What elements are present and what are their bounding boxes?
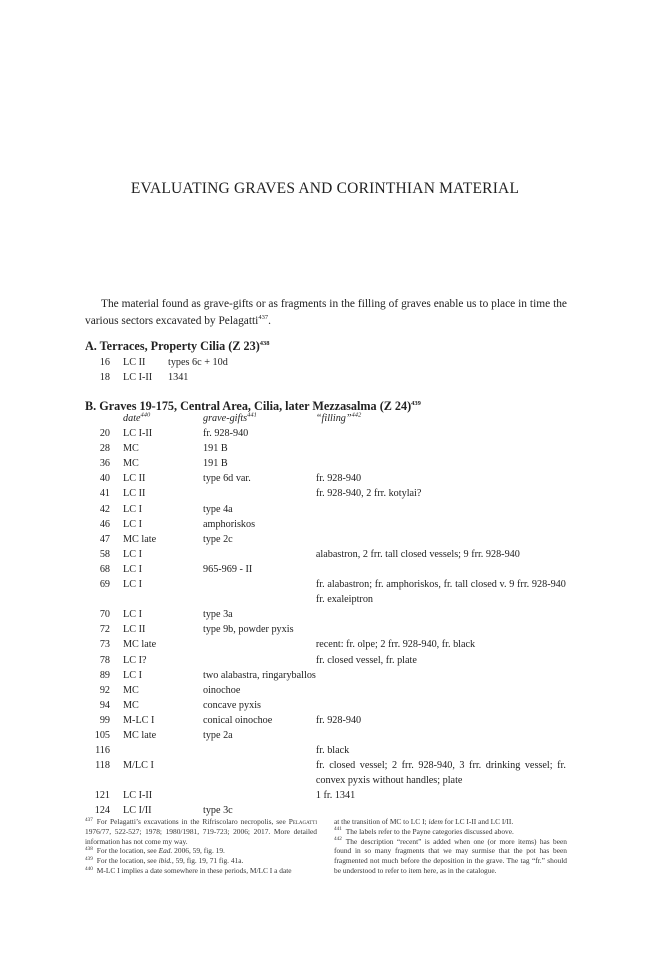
grave-date: LC I/II (123, 805, 152, 817)
grave-date: LC II (123, 624, 146, 636)
table-header-row (85, 411, 566, 426)
footnote-text: M-LC I implies a date somewhere in these periods, M/LC I a date (96, 865, 292, 875)
footnote-text: at the transition of MC to LC I; (334, 817, 429, 826)
footnote-ref-437[interactable]: 437 (258, 314, 269, 322)
footnotes-left-column (85, 817, 317, 876)
header-filling-label: “filling” (315, 413, 352, 424)
grave-filling (316, 517, 566, 532)
grave-number: 18 (99, 372, 110, 384)
intro-paragraph (85, 296, 567, 330)
grave-number: 73 (99, 639, 110, 651)
table-row (85, 355, 228, 370)
grave-gifts: fr. 928-940 (203, 428, 249, 440)
grave-number: 94 (99, 699, 110, 711)
grave-date: LC I? (123, 654, 147, 666)
footnote-ref-439[interactable]: 439 (411, 399, 421, 407)
footnote-text: for LC I-II and LC I/II. (442, 817, 514, 826)
footnote-ref-440[interactable]: 440 (140, 411, 151, 419)
grave-filling: fr. 928-940 (315, 473, 362, 485)
table-row (85, 637, 566, 652)
grave-filling (316, 456, 566, 471)
grave-gifts (203, 743, 316, 758)
footnote (85, 856, 317, 866)
grave-date: MC late (123, 639, 157, 651)
grave-gifts (203, 788, 316, 803)
grave-date: LC I-II (123, 428, 153, 440)
footnote-number: 439 (85, 855, 93, 862)
grave-gifts: type 6d var. (203, 473, 251, 485)
table-row (85, 698, 566, 713)
grave-number: 99 (99, 714, 110, 726)
grave-date: LC I (123, 563, 142, 575)
footnote (334, 827, 567, 837)
table-row (85, 456, 566, 471)
grave-number: 68 (99, 563, 110, 575)
grave-number: 69 (99, 579, 110, 591)
table-row (85, 532, 566, 547)
grave-date: MC (123, 699, 139, 711)
footnote-emphasis: ibid. (158, 856, 172, 866)
grave-date: LC I (123, 503, 142, 515)
grave-number: 92 (99, 684, 110, 696)
footnote-emphasis: Ead. (158, 846, 173, 856)
grave-number: 20 (99, 428, 110, 440)
grave-date: MC late (123, 729, 157, 741)
footnote-ref-442[interactable]: 442 (351, 411, 362, 419)
footnote-number: 441 (334, 826, 342, 833)
header-gifts-label: grave-gifts (203, 413, 248, 424)
footnote-text: , 59, fig. 19, 71 fig. 41a. (171, 856, 244, 866)
grave-types: types 6c + 10d (168, 357, 228, 368)
header-filling (316, 411, 566, 426)
table-row (85, 562, 566, 577)
header-num (85, 411, 123, 426)
grave-date: M/LC I (123, 760, 154, 772)
table-row (85, 758, 566, 788)
grave-gifts: type 9b, powder pyxis (203, 624, 294, 636)
grave-filling (316, 683, 566, 698)
footnote-text: 1976/77, 522-527; 1978; 1980/1981, 719-723; 2006; 2017. More detailed information has not come my way. (85, 826, 317, 846)
grave-date: LC I (123, 579, 142, 591)
grave-filling: 1 fr. 1341 (315, 790, 356, 802)
grave-gifts: two alabastra, ringaryballos (203, 669, 316, 681)
table-row (85, 788, 566, 803)
grave-date: MC (123, 684, 139, 696)
grave-filling (316, 562, 566, 577)
footnote-text: 2006, 59, fig. 19. (172, 846, 225, 856)
intro-text: The material found as grave-gifts or as fragments in the filling of graves enable us to place in time the various sectors excavated by Pelagatti (85, 298, 567, 327)
footnotes-right-column (334, 817, 567, 876)
grave-number: 47 (99, 533, 110, 545)
grave-gifts (203, 637, 316, 652)
grave-filling (316, 622, 566, 637)
grave-date: LC I-II (123, 372, 153, 384)
grave-number: 105 (94, 729, 110, 741)
grave-filling (316, 668, 566, 683)
footnote-text: For Pelagatti’s excavations in the Rifriscolaro necropolis, see (96, 817, 289, 826)
grave-filling (316, 532, 566, 547)
grave-gifts (203, 577, 316, 607)
grave-number: 58 (99, 548, 110, 560)
footnote-text: For the location, see (96, 846, 159, 856)
grave-gifts: oinochoe (203, 684, 241, 696)
grave-gifts: amphoriskos (203, 518, 256, 530)
grave-filling: recent: fr. olpe; 2 frr. 928-940, fr. black (315, 639, 476, 651)
header-date-label: date (123, 413, 141, 424)
footnote-number: 437 (85, 816, 93, 823)
grave-gifts: type 3a (203, 609, 233, 621)
grave-number: 72 (99, 624, 110, 636)
table-row (85, 441, 566, 456)
grave-gifts: type 4a (203, 503, 233, 515)
grave-gifts: 965-969 - II (203, 563, 253, 575)
grave-filling (316, 698, 566, 713)
footnote-text: For the location, see (96, 856, 159, 866)
grave-number: 41 (99, 488, 110, 500)
table-row (85, 622, 566, 637)
grave-number: 116 (95, 745, 110, 757)
footnote-ref-438[interactable]: 438 (259, 339, 270, 347)
footnote-author: Pelagatti (288, 817, 317, 826)
grave-gifts: concave pyxis (203, 699, 261, 711)
grave-number: 40 (99, 473, 110, 485)
grave-types: 1341 (168, 372, 189, 384)
footnote-text: The labels refer to the Payne categories discussed above. (345, 826, 514, 836)
grave-date (123, 743, 203, 758)
grave-gifts: type 2a (203, 729, 233, 741)
grave-date: LC I (123, 518, 142, 530)
table-row (85, 683, 566, 698)
footnote-ref-441[interactable]: 441 (247, 411, 257, 419)
grave-number: 124 (94, 805, 110, 817)
footnote (334, 837, 567, 876)
grave-date: MC (123, 458, 139, 470)
grave-gifts (203, 486, 316, 501)
grave-number: 70 (99, 609, 110, 621)
table-row (85, 370, 228, 385)
section-a-heading (85, 339, 270, 354)
intro-end: . (268, 315, 271, 327)
section-b-title: B. Graves 19-175, Central Area, Cilia, later Mezzasalma (Z 24) (85, 399, 412, 413)
footnote-text: The description “recent” is added when one (or more items) has been found in so many fragments that we may surmise that the pot has been fragmented not much before the deposition in the grave. The tag “fr.” should be understood to refer to item here, as in the catalogue. (334, 836, 567, 875)
grave-filling: fr. closed vessel; 2 frr. 928-940, 3 frr. drinking vessel; fr. convex pyxis without handles; plate (315, 760, 566, 787)
grave-date: LC I (123, 669, 142, 681)
footnote (85, 866, 317, 876)
grave-number: 121 (94, 790, 110, 802)
footnote-number: 440 (85, 865, 93, 872)
grave-gifts: type 2c (203, 533, 233, 545)
grave-number: 16 (99, 357, 110, 368)
grave-date: LC II (123, 488, 146, 500)
header-gifts (203, 411, 316, 426)
grave-filling: fr. black (315, 745, 350, 757)
grave-number: 78 (99, 654, 110, 666)
grave-filling (316, 426, 566, 441)
footnote (85, 817, 317, 846)
section-a-title: A. Terraces, Property Cilia (Z 23) (85, 339, 260, 353)
table-row (85, 547, 566, 562)
grave-filling: fr. alabastron; fr. amphoriskos, fr. tall closed v. 9 frr. 928-940 fr. exaleiptron (315, 579, 566, 606)
table-row (85, 668, 566, 683)
table-row (85, 502, 566, 517)
table-row (85, 728, 566, 743)
section-b-table (85, 411, 566, 819)
grave-number: 36 (99, 458, 110, 470)
table-row (85, 426, 566, 441)
table-row (85, 653, 566, 668)
grave-number: 89 (99, 669, 110, 681)
grave-filling (316, 607, 566, 622)
grave-filling (316, 441, 566, 456)
table-row (85, 713, 566, 728)
footnote-number: 438 (85, 845, 93, 852)
grave-date: LC I (123, 609, 142, 621)
section-a-table (85, 355, 228, 385)
footnote (334, 817, 567, 827)
grave-filling (316, 728, 566, 743)
grave-filling (316, 502, 566, 517)
grave-date: MC late (123, 533, 157, 545)
table-row (85, 577, 566, 607)
grave-date: LC I (123, 548, 142, 560)
grave-gifts (203, 653, 316, 668)
table-row (85, 471, 566, 486)
grave-gifts: type 3c (203, 805, 233, 817)
grave-filling: fr. 928-940 (315, 714, 362, 726)
table-row (85, 486, 566, 501)
grave-number: 42 (99, 503, 110, 515)
grave-date: LC I-II (123, 790, 153, 802)
footnote-number: 442 (334, 836, 342, 843)
grave-date: MC (123, 443, 139, 455)
footnote-emphasis: idem (428, 817, 443, 826)
footnote (85, 846, 317, 856)
table-row (85, 517, 566, 532)
table-row (85, 607, 566, 622)
grave-number: 118 (95, 760, 110, 772)
grave-date: LC II (123, 357, 146, 368)
grave-number: 46 (99, 518, 110, 530)
grave-filling: fr. 928-940, 2 frr. kotylai? (315, 488, 422, 500)
grave-date: M-LC I (123, 714, 155, 726)
grave-gifts: 191 B (203, 443, 228, 455)
header-date (123, 411, 203, 426)
grave-date: LC II (123, 473, 146, 485)
grave-gifts: 191 B (203, 458, 228, 470)
grave-number: 28 (99, 443, 110, 455)
grave-gifts (203, 547, 316, 562)
page-title: EVALUATING GRAVES AND CORINTHIAN MATERIAL (130, 180, 520, 197)
grave-filling: alabastron, 2 frr. tall closed vessels; 9 frr. 928-940 (315, 548, 520, 560)
table-row (85, 743, 566, 758)
grave-filling: fr. closed vessel, fr. plate (315, 654, 417, 666)
grave-gifts (203, 758, 316, 788)
grave-gifts: conical oinochoe (203, 714, 273, 726)
